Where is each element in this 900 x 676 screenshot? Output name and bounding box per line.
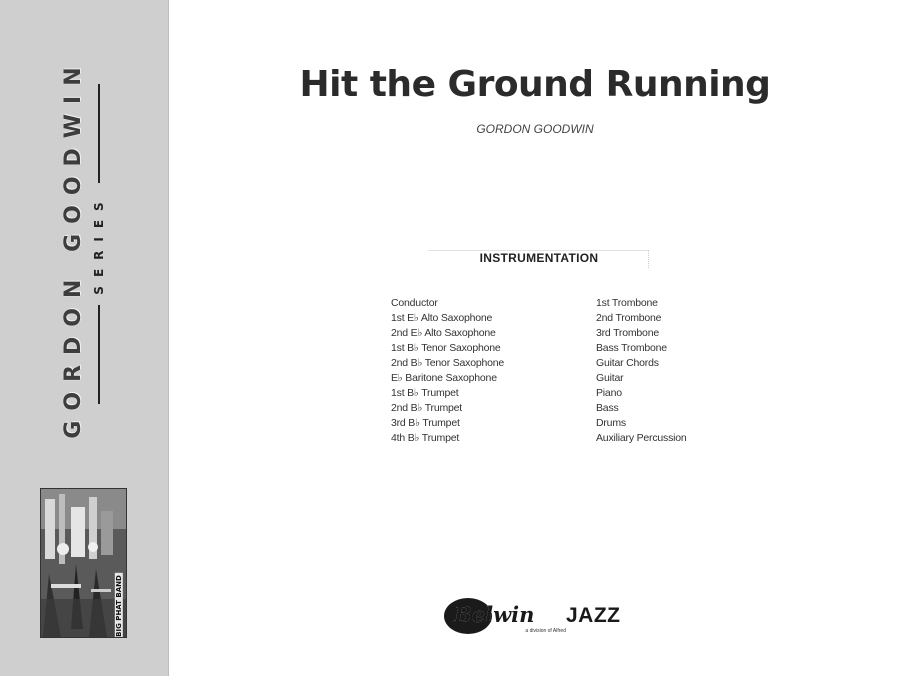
instrument-item: 2nd Trombone: [596, 312, 662, 324]
composer-name: GORDON GOODWIN: [476, 122, 594, 136]
series-rule-right: [98, 84, 100, 183]
instrument-item: 1st Trombone: [596, 297, 658, 309]
logo-division-text: a division of Alfred: [525, 628, 566, 634]
series-rule-left: [98, 305, 100, 404]
instrument-item: E♭ Baritone Saxophone: [391, 372, 497, 384]
instrument-item: 2nd B♭ Trumpet: [391, 402, 463, 414]
instrument-item: 1st B♭ Trumpet: [391, 387, 459, 399]
instrument-item: 2nd E♭ Alto Saxophone: [391, 327, 496, 339]
band-photo-caption: [111, 575, 127, 637]
instrument-item: Bass: [596, 402, 619, 414]
instrument-item: 1st B♭ Tenor Saxophone: [391, 342, 501, 354]
series-word: SERIES: [92, 193, 106, 295]
series-sidebar: [0, 0, 169, 676]
instrumentation-heading: INSTRUMENTATION: [479, 251, 599, 265]
instrument-item: Auxiliary Percussion: [596, 432, 687, 444]
instrument-item: 3rd B♭ Trumpet: [391, 417, 460, 429]
band-caption-text: BIG PHAT BAND: [115, 575, 123, 637]
instrument-item: Guitar Chords: [596, 357, 659, 369]
logo-jazz-text: JAZZ: [566, 604, 621, 627]
instrument-item: Guitar: [596, 372, 624, 384]
band-photo: [40, 488, 127, 638]
instrumentation-list-left: [391, 296, 504, 446]
instrument-item: Piano: [596, 387, 622, 399]
instrument-item: Bass Trombone: [596, 342, 667, 354]
instrument-item: 2nd B♭ Tenor Saxophone: [391, 357, 505, 369]
publisher-logo: [444, 596, 624, 638]
instrument-item: 3rd Trombone: [596, 327, 659, 339]
instrument-item: Conductor: [391, 297, 438, 309]
instrument-item: 4th B♭ Trumpet: [391, 432, 460, 444]
page-title: Hit the Ground Running: [299, 64, 771, 105]
instrumentation-list-right: [596, 296, 687, 446]
logo-script-text: Belwin: [454, 602, 535, 627]
series-label: [90, 84, 108, 404]
instrument-item: 1st E♭ Alto Saxophone: [391, 312, 493, 324]
series-name: GORDON GOODWIN: [60, 57, 86, 439]
instrument-item: Drums: [596, 417, 626, 429]
